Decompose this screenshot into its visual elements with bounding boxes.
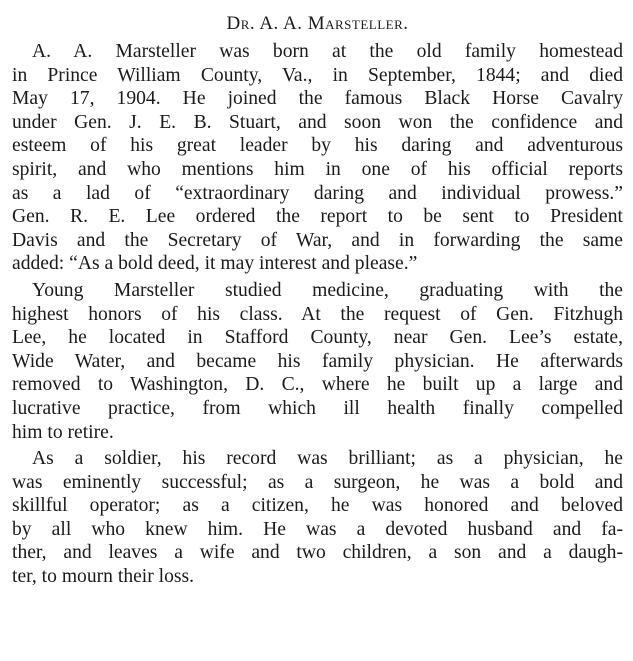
text-line: him to retire. (12, 421, 114, 443)
paragraph-2 (12, 279, 623, 444)
text-line: as a lad of “extraordinary daring and individual prowess.” (12, 182, 623, 204)
text-line: ther, and leaves a wife and two children, a son and a daugh- (12, 542, 623, 564)
text-line: Davis and the Secretary of War, and in forwarding the same (12, 229, 623, 251)
text-line: under Gen. J. E. B. Stuart, and soon won the confidence and (12, 111, 623, 133)
text-line: skillful operator; as a citizen, he was honored and beloved (12, 495, 623, 517)
text-line: added: “As a bold deed, it may interest and please.” (12, 253, 418, 275)
text-line: esteem of his great leader by his daring and adventurous (12, 135, 623, 157)
text-line: ter, to mourn their loss. (12, 566, 195, 588)
text-line: Lee, he located in Stafford County, near Gen. Lee’s estate, (12, 327, 623, 349)
text-line: was eminently successful; as a surgeon, he was a bold and (12, 471, 623, 493)
text-line: As a soldier, his record was brilliant; as a physician, he (32, 448, 623, 470)
text-line: Young Marsteller studied medicine, graduating with the (32, 279, 623, 301)
text-line: spirit, and who mentions him in one of his official reports (12, 158, 623, 180)
text-line: in Prince William County, Va., in September, 1844; and died (12, 64, 623, 86)
text-line: Wide Water, and became his family physician. He afterwards (12, 350, 623, 372)
text-line: highest honors of his class. At the request of Gen. Fitzhugh (12, 303, 623, 325)
paragraph-3 (12, 447, 623, 589)
paragraph-1 (12, 40, 623, 276)
text-line: by all who knew him. He was a devoted husband and fa- (12, 518, 623, 540)
text-line: Gen. R. E. Lee ordered the report to be sent to President (12, 206, 623, 228)
article-title: Dr. A. A. Marsteller. (226, 13, 409, 34)
text-line: lucrative practice, from which ill health finally compelled (12, 397, 623, 419)
text-line: removed to Washington, D. C., where he built up a large and (12, 374, 623, 396)
text-line: May 17, 1904. He joined the famous Black Horse Cavalry (12, 88, 623, 110)
text-line: A. A. Marsteller was born at the old family homestead (32, 41, 623, 62)
